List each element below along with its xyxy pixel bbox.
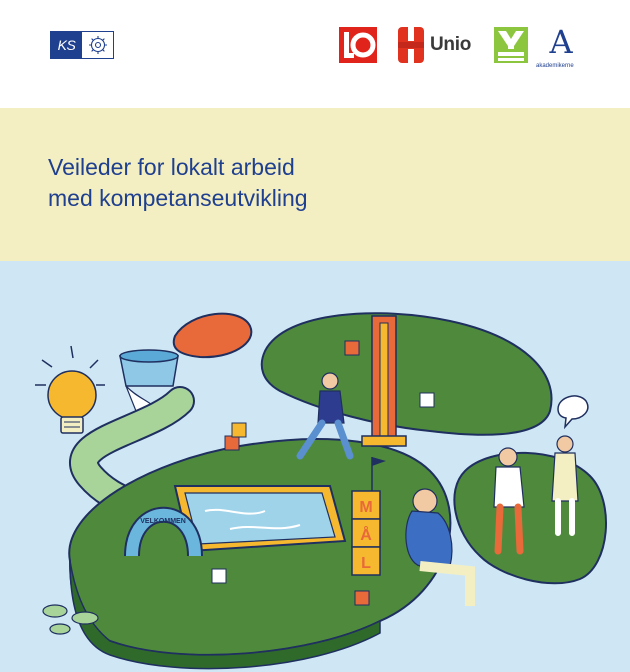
pool-water (185, 493, 335, 544)
speech-bubble-icon (558, 396, 588, 427)
title-line-2: med kompetanseutvikling (48, 185, 308, 211)
goal-block-letter-2: Å (360, 527, 372, 544)
welcome-sign-text: VELKOMMEN (140, 518, 186, 525)
ks-logo[interactable] (50, 31, 114, 59)
akademikerne-logo-icon[interactable] (540, 23, 582, 63)
orange-platform (174, 314, 252, 358)
title-line-1: Veileder for lokalt arbeid (48, 154, 295, 180)
cover-illustration (0, 261, 630, 672)
ks-emblem-icon (82, 32, 113, 58)
goal-block-letter-1: M (359, 499, 373, 516)
unio-logo-text: Unio (430, 34, 472, 55)
lightbulb-icon (35, 346, 105, 433)
upper-island (262, 313, 552, 435)
document-title (48, 152, 308, 214)
right-island (454, 453, 606, 583)
svg-text:A: A (549, 23, 573, 61)
header-bar (0, 0, 630, 108)
ys-logo-icon[interactable] (494, 27, 528, 63)
goal-block-letter-3: L (361, 555, 371, 572)
illustration-canvas (0, 261, 630, 672)
akademikerne-logo-text: akademikerne (536, 63, 574, 69)
unio-logo-icon[interactable] (398, 27, 424, 63)
lo-logo-icon[interactable] (339, 27, 377, 63)
ks-logo-text: KS (51, 32, 82, 58)
